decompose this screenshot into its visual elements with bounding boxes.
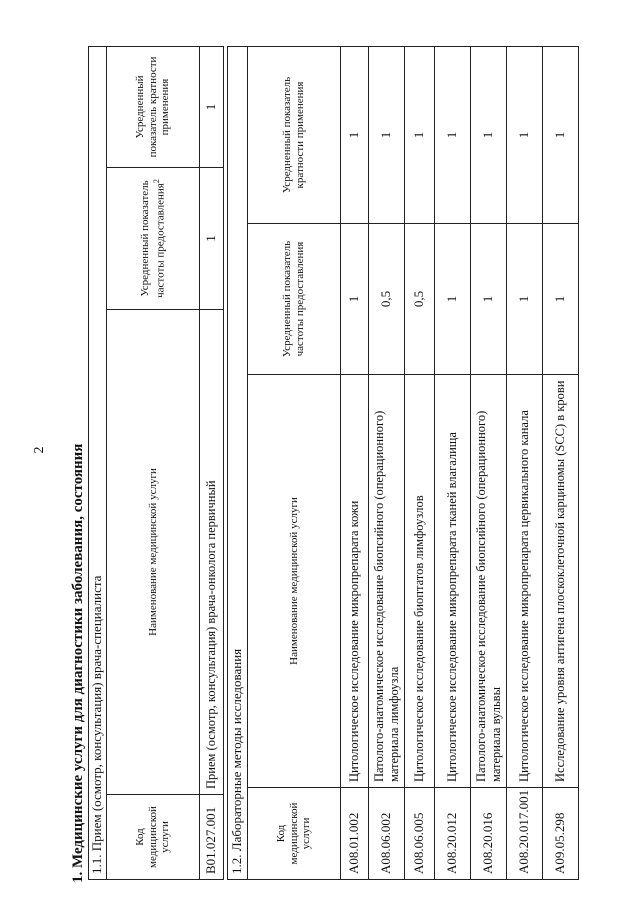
row-multiplicity: 1 bbox=[200, 46, 224, 167]
row-frequency: 0,5 bbox=[369, 224, 405, 375]
header-multiplicity: Усредненный показатель кратности применения bbox=[248, 46, 341, 223]
table-row bbox=[507, 46, 543, 879]
table2-caption: 1.2. Лабораторные методы исследования bbox=[228, 46, 248, 879]
row-frequency: 0,5 bbox=[405, 224, 435, 375]
header-name: Наименование медицинской услуги bbox=[248, 375, 341, 788]
table-row bbox=[200, 46, 224, 879]
row-code: A08.06.005 bbox=[405, 788, 435, 880]
row-multiplicity: 1 bbox=[405, 46, 435, 223]
header-frequency: Усредненный показатель частоты предоставления bbox=[248, 224, 341, 375]
row-multiplicity: 1 bbox=[471, 46, 507, 223]
table-laboratory bbox=[227, 46, 579, 880]
row-code: A09.05.298 bbox=[543, 788, 579, 880]
row-multiplicity: 1 bbox=[507, 46, 543, 223]
row-frequency: 1 bbox=[471, 224, 507, 375]
row-code: A08.20.016 bbox=[471, 788, 507, 880]
header-code: Код медицинской услуги bbox=[107, 795, 200, 880]
section-title: 1. Медицинские услуги для диагностики заболевания, состояния bbox=[70, 443, 86, 883]
table1-caption: 1.1. Прием (осмотр, консультация) врача-специалиста bbox=[89, 46, 107, 879]
table-consultation bbox=[88, 46, 224, 880]
row-frequency: 1 bbox=[507, 224, 543, 375]
row-code: B01.027.001 bbox=[200, 795, 224, 880]
table-row bbox=[341, 46, 369, 879]
row-name: Патолого-анатомическое исследование биопсийного (операционного) материала лимфоузла bbox=[369, 375, 405, 788]
header-frequency-text: Усредненный показатель частоты предоставления bbox=[139, 180, 167, 298]
row-frequency: 1 bbox=[200, 168, 224, 310]
row-name: Исследование уровня антигена плоскоклеточной карциномы (SCC) в крови bbox=[543, 375, 579, 788]
table-row bbox=[543, 46, 579, 879]
header-name: Наименование медицинской услуги bbox=[107, 310, 200, 795]
row-code: A08.01.002 bbox=[341, 788, 369, 880]
row-multiplicity: 1 bbox=[543, 46, 579, 223]
table-row bbox=[405, 46, 435, 879]
row-frequency: 1 bbox=[435, 224, 471, 375]
row-name: Цитологическое исследование микропрепарата цервикального канала bbox=[507, 375, 543, 788]
page-number: 2 bbox=[32, 446, 47, 454]
row-frequency: 1 bbox=[543, 224, 579, 375]
table-row bbox=[471, 46, 507, 879]
row-multiplicity: 1 bbox=[435, 46, 471, 223]
header-frequency bbox=[107, 168, 200, 310]
table-row bbox=[435, 46, 471, 879]
row-multiplicity: 1 bbox=[341, 46, 369, 223]
row-name: Прием (осмотр, консультация) врача-онколога первичный bbox=[200, 310, 224, 795]
row-name: Цитологическое исследование биоптатов лимфоузлов bbox=[405, 375, 435, 788]
row-multiplicity: 1 bbox=[369, 46, 405, 223]
row-code: A08.20.012 bbox=[435, 788, 471, 880]
header-multiplicity: Усредненный показатель кратности применения bbox=[107, 46, 200, 167]
row-code: A08.20.017.001 bbox=[507, 788, 543, 880]
row-name: Цитологическое исследование микропрепарата тканей влагалища bbox=[435, 375, 471, 788]
row-name: Патолого-анатомическое исследование биопсийного (операционного) материала вульвы bbox=[471, 375, 507, 788]
header-code: Код медицинской услуги bbox=[248, 788, 341, 880]
footnote-marker: 2 bbox=[151, 179, 161, 184]
row-name: Цитологическое исследование микропрепарата кожи bbox=[341, 375, 369, 788]
table-row bbox=[369, 46, 405, 879]
row-frequency: 1 bbox=[341, 224, 369, 375]
row-code: A08.06.002 bbox=[369, 788, 405, 880]
